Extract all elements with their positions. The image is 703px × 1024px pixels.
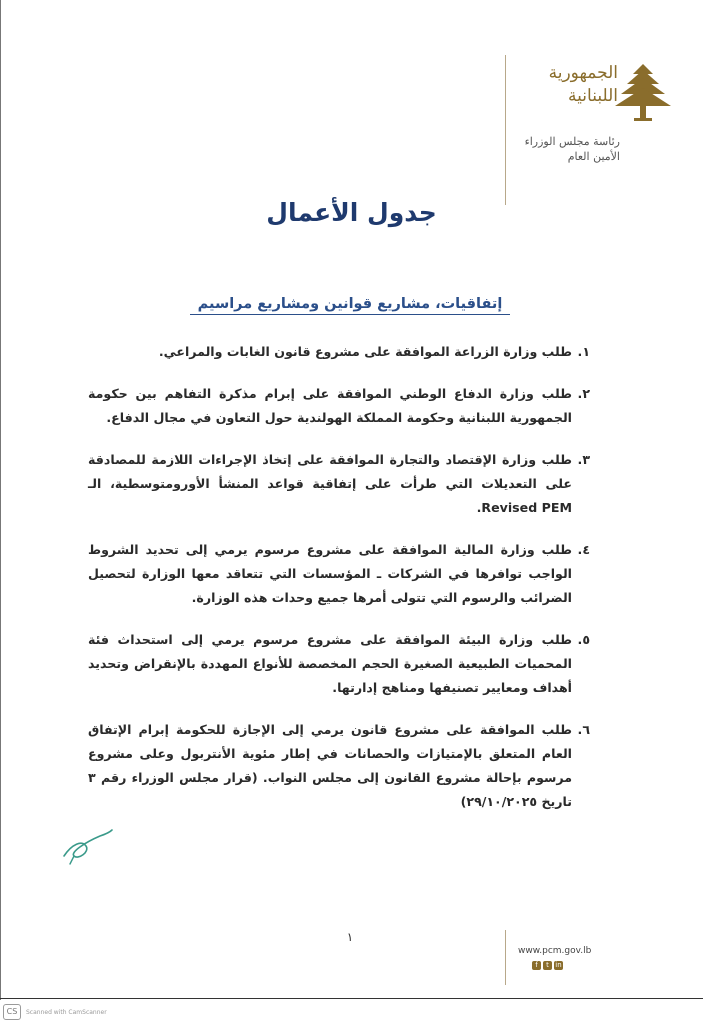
agenda-item (88, 628, 590, 700)
letterhead-subtitle-line1: رئاسة مجلس الوزراء (524, 135, 620, 148)
agenda-item-number: ٦. (577, 722, 590, 737)
social-icons (532, 961, 563, 970)
letterhead-title-line2: اللبنانية (568, 86, 618, 106)
signature-mark (60, 826, 115, 866)
footer-url[interactable]: www.pcm.gov.lb (518, 946, 592, 956)
agenda-item-number: ٣. (577, 452, 590, 467)
page-bottom-rule (0, 998, 703, 999)
facebook-icon[interactable]: f (532, 961, 541, 970)
twitter-icon[interactable]: t (543, 961, 552, 970)
agenda-item-text: طلب وزارة البيئة الموافقة على مشروع مرسوم يرمي إلى استحداث فئة المحميات الطبيعية الصغيرة الحجم المخصصة للأنواع المهددة بالإنقراض وتحديد أهداف ومعايير تصنيفها ومناهج إدارتها. (88, 632, 572, 695)
agenda-item (88, 718, 590, 814)
scanner-watermark (3, 1004, 107, 1020)
agenda-item-text: طلب وزارة الإقتصاد والتجارة الموافقة على إتخاذ الإجراءات اللازمة للمصادقة على التعديلات التي طرأت على إتفاقية قواعد المنشأ الأورومتوسطية، الـ Revised PEM. (88, 452, 572, 515)
agenda-item (88, 538, 590, 610)
letterhead (505, 50, 680, 200)
agenda-list (88, 340, 590, 832)
letterhead-divider (505, 55, 506, 205)
agenda-item-number: ٥. (577, 632, 590, 647)
letterhead-subtitle-line2: الأمين العام (567, 150, 620, 163)
letterhead-title-line1: الجمهورية (548, 63, 618, 83)
agenda-item-number: ١. (577, 344, 590, 359)
scanner-text: Scanned with CamScanner (26, 1008, 107, 1016)
agenda-item (88, 382, 590, 430)
agenda-item-number: ٤. (577, 542, 590, 557)
page-title: جدول الأعمال (266, 198, 437, 227)
agenda-item-text: طلب وزارة الزراعة الموافقة على مشروع قانون الغابات والمراعي. (158, 344, 572, 359)
agenda-item-text: طلب وزارة المالية الموافقة على مشروع مرسوم يرمي إلى تحديد الشروط الواجب توافرها في الشركات ـ المؤسسات التي تتعاقد معها الوزارة لتحصيل الضرائب والرسوم التي تتولى أمرها جميع وحدات هذه الوزارة. (88, 542, 572, 605)
agenda-item-number: ٢. (577, 386, 590, 401)
letterhead-title (518, 62, 618, 108)
linkedin-icon[interactable]: in (555, 961, 562, 969)
agenda-item (88, 448, 590, 520)
cedar-tree-icon (613, 62, 673, 124)
footer-divider (505, 930, 506, 985)
page-edge (0, 0, 1, 1000)
section-title: إتفاقيات، مشاريع قوانين ومشاريع مراسيم (190, 296, 510, 315)
camscanner-logo: CS (3, 1004, 21, 1020)
agenda-item-text: طلب الموافقة على مشروع قانون يرمي إلى الإجازة للحكومة إبرام الإتفاق العام المتعلق بالإمتيازات والحصانات في إطار مئوية الأنتربول وعلى مشروع مرسوم بإحالة مشروع القانون إلى مجلس النواب. (قرار مجلس الوزراء رقم ٣ تاريخ ٢٩/١٠/٢٠٢٥) (88, 722, 572, 809)
agenda-item-text: طلب وزارة الدفاع الوطني الموافقة على إبرام مذكرة التفاهم بين حكومة الجمهورية اللبنانية وحكومة المملكة الهولندية حول التعاون في مجال الدفاع. (88, 386, 572, 425)
page-number: ١ (346, 930, 354, 944)
letterhead-subtitle (510, 134, 620, 164)
agenda-item (88, 340, 590, 364)
